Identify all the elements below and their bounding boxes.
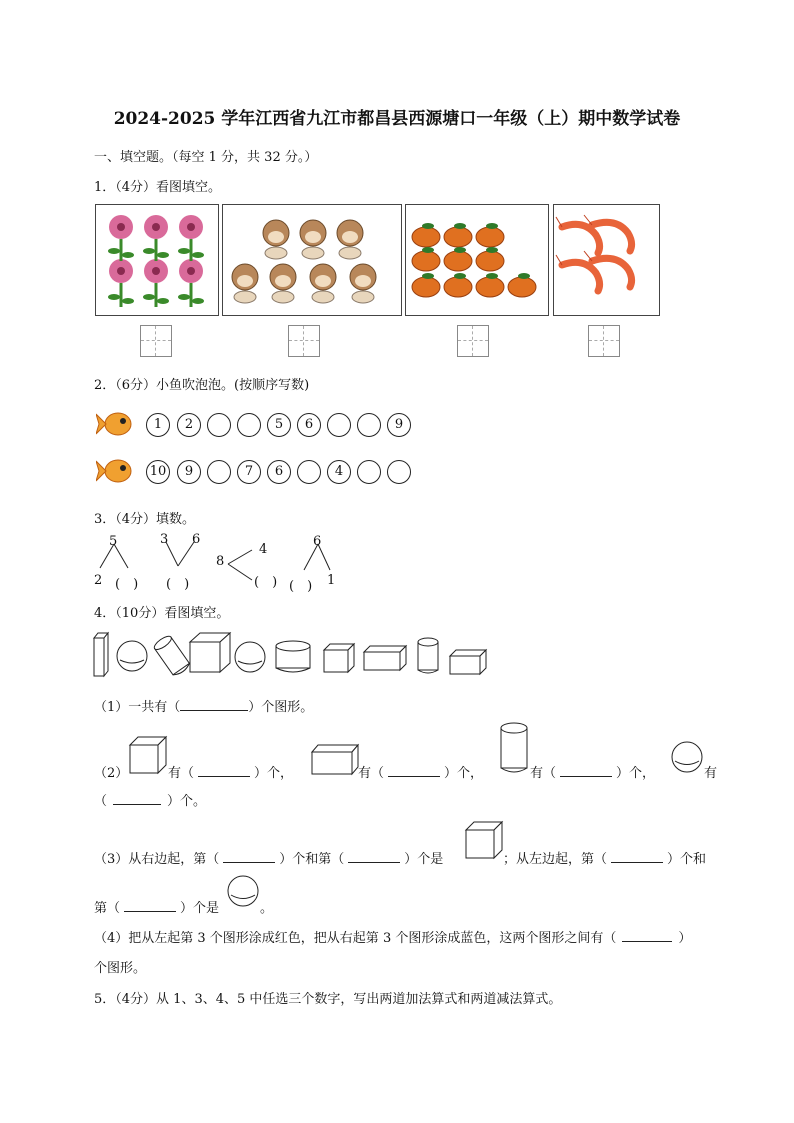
- bubble-blank[interactable]: [207, 413, 231, 437]
- ge-text: ）个，: [444, 766, 484, 781]
- monkeys-picture: [222, 204, 402, 316]
- q4-part3-line2: [94, 897, 219, 916]
- q4-part2-cylinder: [530, 762, 655, 781]
- tree4-left-blank[interactable]: ( ): [289, 579, 313, 594]
- sphere-count-blank[interactable]: [113, 804, 161, 805]
- bubble: 1: [146, 413, 170, 437]
- bubble-blank[interactable]: [357, 460, 381, 484]
- tree1-left: 2: [94, 573, 103, 588]
- question-2-label: 2．（6分）小鱼吹泡泡。(按顺序写数): [94, 378, 310, 393]
- cylinder-icon: [498, 720, 532, 776]
- q4-part3-period: 。: [260, 901, 274, 916]
- bubble: 9: [387, 413, 411, 437]
- shrimps-picture: [553, 204, 660, 316]
- q4-part3-line1: [94, 848, 443, 867]
- tree2-left: 3: [160, 532, 169, 547]
- p3-text-f: 第（: [94, 901, 121, 916]
- bubble: 6: [267, 460, 291, 484]
- cube-icon: [128, 735, 170, 775]
- p3-blank-3[interactable]: [611, 862, 663, 863]
- bubble: 10: [146, 460, 170, 484]
- tree1-top: 5: [109, 534, 118, 549]
- p4-text-b: ）: [678, 931, 692, 946]
- bubble: 7: [237, 460, 261, 484]
- have-text: 有（: [358, 766, 385, 781]
- q4-part1-blank[interactable]: [180, 710, 248, 711]
- tree3-top: 4: [259, 542, 268, 557]
- p3-text-a: （3）从右边起，第（: [94, 852, 220, 867]
- bubble: 5: [267, 413, 291, 437]
- page-title: 2024-2025 学年江西省九江市都昌县西源塘口一年级（上）期中数学试卷: [113, 109, 681, 129]
- bubble: 4: [327, 460, 351, 484]
- q4-part1-text-b: ）个图形。: [248, 700, 314, 715]
- pumpkins-picture: [405, 204, 549, 316]
- have-text: 有（: [168, 766, 195, 781]
- cuboid-icon: [310, 742, 360, 776]
- cube-count-blank[interactable]: [198, 776, 250, 777]
- p3-text-e: ）个和: [667, 852, 707, 867]
- p3-text-d: ；从左边起，第（: [503, 852, 608, 867]
- bubble: 2: [177, 413, 201, 437]
- bubble-blank[interactable]: [237, 413, 261, 437]
- q4-part4-line2: 个图形。: [94, 961, 147, 976]
- bubble-blank[interactable]: [207, 460, 231, 484]
- ge-end-text: ）个。: [167, 794, 207, 809]
- p3-text-c: ）个是: [404, 852, 444, 867]
- ge-text: ）个，: [254, 766, 294, 781]
- section-heading: 一、填空题。（每空 1 分，共 32 分。）: [94, 150, 318, 165]
- flower-icon-group: [96, 205, 218, 315]
- bubble: 9: [177, 460, 201, 484]
- q4-part2-sphere-have: 有: [704, 766, 718, 781]
- tree3-bottom-blank[interactable]: ( ): [254, 575, 278, 590]
- q4-part1: [94, 696, 313, 715]
- q4-part4-line1: [94, 927, 691, 946]
- question-3-label: 3．（4分）填数。: [94, 512, 196, 527]
- p4-blank[interactable]: [622, 941, 672, 942]
- tree4-top: 6: [313, 534, 322, 549]
- bubble: 6: [297, 413, 321, 437]
- tree1-right-blank[interactable]: ( ): [115, 577, 139, 592]
- bubble-blank[interactable]: [297, 460, 321, 484]
- p3-blank-2[interactable]: [348, 862, 400, 863]
- answer-box-shrimps[interactable]: [588, 325, 620, 357]
- cube-icon: [464, 820, 504, 860]
- sphere-icon: [226, 874, 262, 910]
- bubble-blank[interactable]: [387, 460, 411, 484]
- p3-text-b: ）个和第（: [279, 852, 345, 867]
- p3-blank-1[interactable]: [223, 862, 275, 863]
- q4-part2-label: （2）: [94, 766, 129, 781]
- ge-text: ）个，: [616, 766, 656, 781]
- tree4-right: 1: [327, 573, 336, 588]
- shapes-row: [92, 630, 492, 680]
- tree3-left: 8: [216, 554, 225, 569]
- p3-text-g: ）个是: [180, 901, 220, 916]
- cuboid-count-blank[interactable]: [388, 776, 440, 777]
- fish-icon: [96, 455, 136, 487]
- pumpkin-icon-group: [406, 205, 548, 315]
- have-text: 有（: [530, 766, 557, 781]
- paren-open: （: [94, 794, 108, 809]
- tree2-bottom-blank[interactable]: ( ): [166, 577, 190, 592]
- question-4-label: 4．（10分）看图填空。: [94, 606, 230, 621]
- q4-part2-cuboid: [358, 762, 483, 781]
- bubble-blank[interactable]: [327, 413, 351, 437]
- p4-text-a: （4）把从左起第 3 个图形涂成红色，把从右起第 3 个图形涂成蓝色，这两个图形之间有（: [94, 931, 617, 946]
- answer-box-flowers[interactable]: [140, 325, 172, 357]
- question-5-label: 5．（4分）从 1、3、4、5 中任选三个数字，写出两道加法算式和两道减法算式。: [94, 992, 562, 1007]
- bubble-blank[interactable]: [357, 413, 381, 437]
- answer-box-pumpkins[interactable]: [457, 325, 489, 357]
- q4-part1-text-a: （1）一共有（: [94, 700, 181, 715]
- flowers-picture: [95, 204, 219, 316]
- fish-icon: [96, 408, 136, 440]
- sphere-icon: [670, 740, 706, 776]
- cylinder-count-blank[interactable]: [560, 776, 612, 777]
- q4-part2-cube: [168, 762, 293, 781]
- tree2-right: 6: [192, 532, 201, 547]
- q4-part2-line2: [94, 790, 206, 809]
- question-1-label: 1．（4分）看图填空。: [94, 180, 222, 195]
- answer-box-monkeys[interactable]: [288, 325, 320, 357]
- q4-part3-line1b: [503, 848, 706, 867]
- shrimp-icon-group: [554, 205, 659, 315]
- p3-blank-4[interactable]: [124, 911, 176, 912]
- monkey-icon-group: [223, 205, 401, 315]
